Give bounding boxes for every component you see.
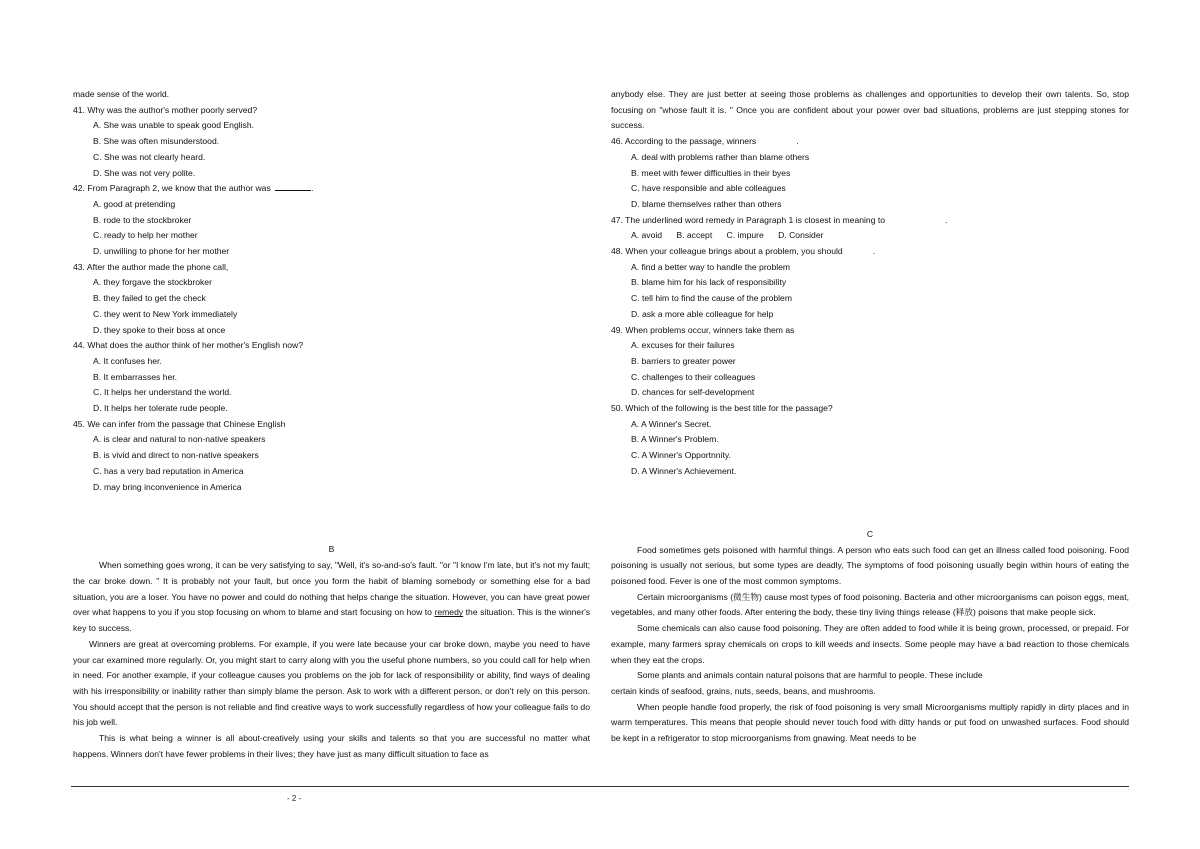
answer-option: B. rode to the stockbroker xyxy=(93,214,192,225)
question-48: 48. When your colleague brings about a problem, you should . xyxy=(611,246,876,257)
answer-option: D. they spoke to their boss at once xyxy=(93,324,226,335)
answer-option: C. they went to New York immediately xyxy=(93,308,238,319)
answer-option: C. have responsible and able colleagues xyxy=(631,183,786,194)
question-text: 45. We can infer from the passage that Chinese English xyxy=(73,418,286,429)
answer-option: A. It confuses her. xyxy=(93,355,162,366)
passage-b-paragraph-1 xyxy=(73,558,590,637)
passage-b-paragraph-1-start: When something goes wrong, it can be very satisfying to say, "Well, it's so-and-so's fault. "or "I know I'm late, but it's not my fault; the car broke down. " It is probably not your fault, but once you form the habit of blaming somebody or something else for a bad situation, you are a loser. You have no power and could do nothing that helps change the situation. However, you can have great power over what happens to you if you stop focusing on whom to blame and start focusing on how to xyxy=(73,560,590,618)
answer-option: D. A Winner's Achievement. xyxy=(631,465,737,476)
question-text: 43. After the author made the phone call, xyxy=(73,261,229,272)
question-49-options xyxy=(611,338,1129,401)
answer-option: B. barriers to greater power xyxy=(631,355,736,366)
passage-b-continuation: anybody else. They are just better at seeing those problems as challenges and opportunities to develop their own talents. So, stop focusing on "whose fault it is. " Once you are confident about your power over bad situations, problems are just stepping stones for success. xyxy=(611,89,1129,131)
page-number: - 2 - xyxy=(287,794,302,803)
question-42-options xyxy=(73,197,590,260)
answer-option: B. A Winner's Problem. xyxy=(631,434,719,445)
answer-option: C. tell him to find the cause of the problem xyxy=(631,293,792,304)
question-text: 41. Why was the author's mother poorly served? xyxy=(73,104,258,115)
answer-option: B. they failed to get the check xyxy=(93,293,206,304)
underlined-word-remedy: remedy xyxy=(434,607,464,618)
question-47: 47. The underlined word remedy in Paragraph 1 is closest in meaning to . xyxy=(611,214,948,225)
section-gap xyxy=(611,480,1129,527)
answer-option: A. She was unable to speak good English. xyxy=(93,120,255,131)
answer-option: A. is clear and natural to non-native speakers xyxy=(93,434,266,445)
answer-option: B. She was often misunderstood. xyxy=(93,136,220,147)
answer-option: D. may bring inconvenience in America xyxy=(93,481,242,492)
answer-option: C. It helps her understand the world. xyxy=(93,387,232,398)
footer-divider xyxy=(71,786,1129,787)
answer-option: C. She was not clearly heard. xyxy=(93,151,206,162)
answer-option: D. blame themselves rather than others xyxy=(631,198,782,209)
question-48-text: 48. When your colleague brings about a problem, you should xyxy=(611,246,843,257)
question-46-options xyxy=(611,150,1129,213)
answer-option: A. good at pretending xyxy=(93,198,176,209)
passage-b-paragraph-3: This is what being a winner is all about-creatively using your skills and talents so that you are successful no matter what happens. Winners don't have fewer problems in their lives; they have just as many difficult situation to face as xyxy=(73,733,590,759)
right-column xyxy=(611,87,1129,747)
question-42-text: 42. From Paragraph 2, we know that the author was xyxy=(73,183,271,194)
question-47-options: A. avoid B. accept C. impure D. Consider xyxy=(631,230,824,241)
answer-option: B. It embarrasses her. xyxy=(93,371,178,382)
answer-option: C. ready to help her mother xyxy=(93,230,198,241)
answer-option: A. find a better way to handle the problem xyxy=(631,261,791,272)
answer-option: D. chances for self-development xyxy=(631,387,755,398)
answer-option: D. ask a more able colleague for help xyxy=(631,308,774,319)
answer-option: A. A Winner's Secret. xyxy=(631,418,712,429)
question-48-options xyxy=(611,260,1129,323)
answer-option: C. has a very bad reputation in America xyxy=(93,465,244,476)
question-42: 42. From Paragraph 2, we know that the author was . xyxy=(73,183,314,194)
section-b-letter: B xyxy=(328,544,335,555)
answer-option: D. unwilling to phone for her mother xyxy=(93,246,230,257)
answer-option: D. She was not very polite. xyxy=(93,167,196,178)
question-50-options xyxy=(611,417,1129,480)
section-gap xyxy=(73,495,590,542)
question-46: 46. According to the passage, winners . xyxy=(611,136,799,147)
answer-option: B. is vivid and direct to non-native speakers xyxy=(93,450,259,461)
passage-c-paragraph-4-line-2: certain kinds of seafood, grains, nuts, seeds, beans, and mushrooms. xyxy=(611,685,876,696)
answer-option: D. It helps her tolerate rude people. xyxy=(93,403,228,414)
answer-option: A. deal with problems rather than blame others xyxy=(631,151,810,162)
passage-c-paragraph-5: When people handle food properly, the risk of food poisoning is very small Microorganisms multiply rapidly in dirty places and in warm temperatures. This means that people should never touch food with ditty hands or put food on unwashed surfaces. Food should be kept in a refrigerator to stop microorganisms from gnawing. Meat needs to be xyxy=(611,701,1129,744)
passage-b-paragraph-1-end: the situation. This is the winner's key to success. xyxy=(73,607,591,634)
answer-option: A. they forgave the stockbroker xyxy=(93,277,212,288)
question-50: 50. Which of the following is the best title for the passage? xyxy=(611,403,833,414)
passage-c-paragraph-1: Food sometimes gets poisoned with harmful things. A person who eats such food can get an illness called food poisoning. Food poisoning is usually not serious, but some types are deadly, The symptoms of food poisoning usually begin within hours of eating the poisoned food. Fever is one of the most common symptoms. xyxy=(611,544,1129,586)
answer-option: C. A Winner's Opportnnity. xyxy=(631,450,731,461)
left-column xyxy=(73,87,590,762)
question-47-text: 47. The underlined word remedy in Paragraph 1 is closest in meaning to xyxy=(611,214,886,225)
answer-blank xyxy=(275,181,311,191)
answer-option: B. blame him for his lack of responsibility xyxy=(631,277,787,288)
passage-b-paragraph-2: Winners are great at overcoming problems. For example, if you were late because your car broke down, maybe you need to have your car examined more regularly. Or, you might start to carry along with you the useful phone numbers, so you could call for help when in need. For another example, if your colleague causes you problems on the job for lack of responsibility or ability, find ways of dealing with his irresponsibility or inability rather than simply blame the person. Ask to work with a different person, or don't rely on this person. You should accept that the person is not reliable and find creative ways to work successfully regardless of how your colleague fails to do his job well. xyxy=(73,638,590,728)
question-46-text: 46. According to the passage, winners xyxy=(611,136,757,147)
question-text: 44. What does the author think of her mother's English now? xyxy=(73,340,303,351)
passage-c-paragraph-2: Certain microorganisms (微生物) cause most types of food poisoning. Bacteria and other microorganisms can poison eggs, meat, vegetables, and many other foods. After entering the body, these tiny living things release (释放) poisons that make people sick. xyxy=(611,591,1129,618)
section-c-letter: C xyxy=(866,528,874,539)
question-text: made sense of the world. xyxy=(73,89,170,99)
answer-option: C. challenges to their colleagues xyxy=(631,371,756,382)
answer-option: B. meet with fewer difficulties in their byes xyxy=(631,167,791,178)
passage-c-paragraph-4-line-1: Some plants and animals contain natural poisons that are harmful to people. These include xyxy=(637,670,983,681)
answer-option: A. excuses for their failures xyxy=(631,340,735,351)
left-question-lines xyxy=(73,260,590,496)
left-top-lines xyxy=(73,87,590,181)
question-49: 49. When problems occur, winners take them as xyxy=(611,324,795,335)
passage-c-paragraph-3: Some chemicals can also cause food poisoning. They are often added to food while it is being grown, processed, or prepaid. For example, many farmers spray chemicals on crops to kill weeds and insects. Some people may have a bad reaction to those chemicals when they eat the crops. xyxy=(611,623,1129,665)
